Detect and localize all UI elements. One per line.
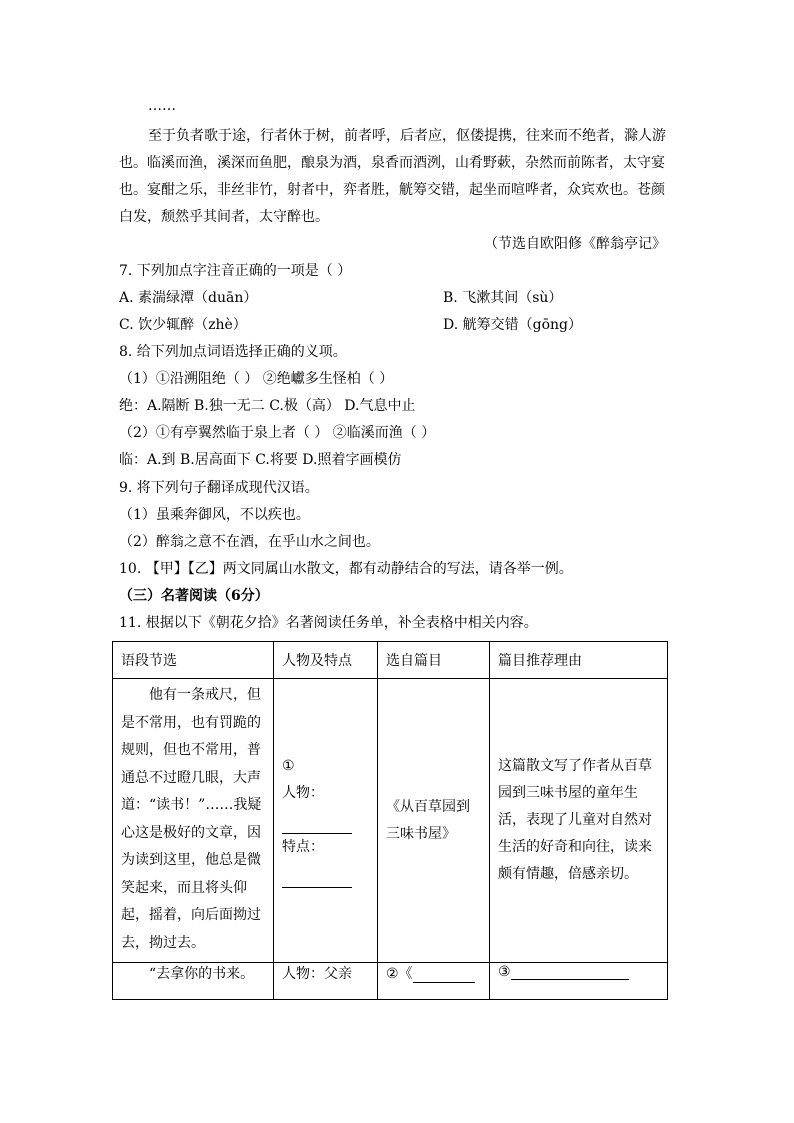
section-3-title: （三）名著阅读（6分） [119, 588, 269, 604]
table-header-row [113, 642, 668, 679]
passage-line-2: 也。临溪而渔，溪深而鱼肥，酿泉为酒，泉香而酒洌，山肴野蔌，杂然而前陈者，太守宴 [119, 155, 665, 171]
row2-reason-cell [490, 963, 668, 1000]
passage-source: （节选自欧阳修《醉翁亭记》 [484, 236, 666, 252]
q7-option-d: D. 觥筹交错（gōng） [443, 317, 582, 333]
passage-ellipsis: …… [148, 98, 176, 114]
passage-line-3: 也。宴酣之乐，非丝非竹，射者中，弈者胜，觥筹交错，起坐而喧哗者，众宾欢也。苍颜 [119, 182, 665, 198]
table-row [113, 679, 668, 963]
row2-chapter-prefix: ②《 [386, 966, 413, 982]
header-character: 人物及特点 [274, 642, 378, 679]
q7-stem: 7. 下列加点字注音正确的一项是（ ） [119, 263, 352, 279]
row1-passage: 他有一条戒尺，但是不常用，也有罚跪的规则，但也不常用，普通总不过瞪几眼，大声道：“读书！”……我疑心这是极好的文章，因为读到这里，他总是微笑起来，而且将头仰起，摇着，向后面拗过去，拗过去。 [113, 679, 274, 963]
q9-sentence-2: （2）醉翁之意不在酒，在乎山水之间也。 [119, 534, 380, 550]
q11-stem: 11. 根据以下《朝花夕拾》名著阅读任务单，补全表格中相关内容。 [119, 615, 538, 631]
row2-person: 人物：父亲 [274, 963, 378, 1000]
row1-trait-label: 特点： [282, 839, 324, 855]
passage-line-1: 至于负者歌于途，行者休于树，前者呼，后者应，伛偻提携，往来而不绝者，滁人游 [148, 128, 666, 144]
row2-passage: “去拿你的书来。 [113, 963, 274, 1000]
q7-option-a: A. 素湍绿潭（duān） [119, 290, 258, 306]
row1-reason: 这篇散文写了作者从百草园到三味书屋的童年生活，表现了儿童对自然对生活的好奇和向往，读来颇有情趣，倍感亲切。 [490, 679, 668, 963]
row1-marker: ① [282, 758, 295, 774]
row1-chapter: 《从百草园到三味书屋》 [378, 679, 490, 963]
q10-stem: 10. 【甲】【乙】两文同属山水散文，都有动静结合的写法，请各举一例。 [119, 561, 573, 577]
row1-person-blank[interactable] [282, 817, 352, 834]
row2-reason-blank[interactable] [511, 963, 629, 980]
row1-character-cell [274, 679, 378, 963]
q9-sentence-1: （1）虽乘奔御风，不以疾也。 [119, 507, 310, 523]
q8-part2: （2）①有亭翼然临于泉上者（ ） ②临溪而渔（ ） [119, 425, 436, 441]
q8-part1: （1）①沿溯阻绝（ ） ②绝巘多生怪柏（ ） [119, 371, 394, 387]
q9-stem: 9. 将下列句子翻译成现代汉语。 [119, 480, 319, 496]
passage-line-4: 白发，颓然乎其间者，太守醉也。 [119, 209, 329, 225]
row2-chapter-blank[interactable] [413, 966, 475, 983]
header-chapter: 选自篇目 [378, 642, 490, 679]
q7-option-b: B. 飞漱其间（sù） [443, 290, 563, 306]
row2-chapter-cell [378, 963, 490, 1000]
q8-stem: 8. 给下列加点词语选择正确的义项。 [119, 344, 347, 360]
row1-trait-blank[interactable] [282, 871, 352, 888]
header-reason: 篇目推荐理由 [490, 642, 668, 679]
q8-part2-choices: 临：A.到 B.居高面下 C.将要 D.照着字画模仿 [119, 452, 402, 468]
table-row [113, 963, 668, 1000]
header-passage: 语段节选 [113, 642, 274, 679]
q7-option-c: C. 饮少辄醉（zhè） [119, 317, 247, 333]
q8-part1-choices: 绝：A.隔断 B.独一无二 C.极（高） D.气息中止 [119, 398, 416, 414]
reading-task-table [112, 641, 668, 1000]
row2-reason-prefix: ③ [498, 964, 511, 980]
row1-person-label: 人物： [282, 785, 324, 801]
